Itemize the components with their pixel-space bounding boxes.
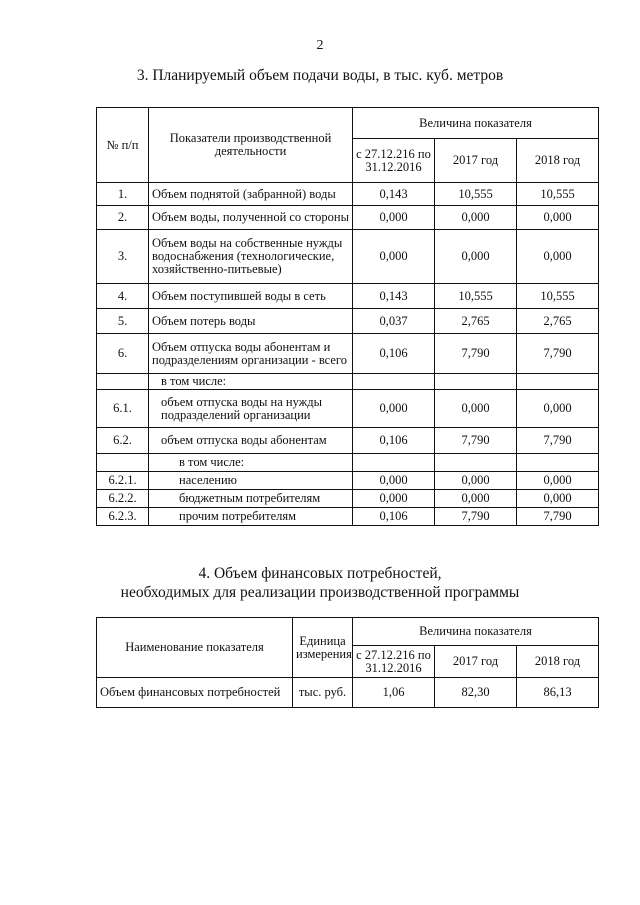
table-row [97, 678, 599, 708]
row-value-period2: 0,000 [435, 390, 517, 428]
row-num: 5. [97, 309, 149, 334]
row-name: Объем финансовых потребностей [97, 678, 293, 708]
table-row [97, 472, 599, 490]
row-num: 3. [97, 230, 149, 284]
row-value-period1: 0,037 [353, 309, 435, 334]
row-value-period2: 10,555 [435, 183, 517, 206]
row-num [97, 454, 149, 472]
financial-needs-table [96, 617, 599, 708]
row-value-period1 [353, 454, 435, 472]
row-value-period2 [435, 454, 517, 472]
row-value-period2 [435, 374, 517, 390]
page-number: 2 [316, 38, 324, 53]
row-value-period3: 10,555 [517, 284, 599, 309]
row-value-period1: 0,106 [353, 334, 435, 374]
table-row [97, 284, 599, 309]
row-name: в том числе: [149, 454, 353, 472]
row-name: населению [149, 472, 353, 490]
row-name: в том числе: [149, 374, 353, 390]
table-row [97, 309, 599, 334]
header-name: Наименование показателя [97, 618, 293, 678]
table-row [97, 206, 599, 230]
header-unit: Единица измерения [293, 618, 353, 678]
row-name-text: Объем отпуска воды абонентам и подразделениям организации - всего [152, 340, 347, 367]
row-num: 6.2. [97, 428, 149, 454]
row-name-text: Объем воды, полученной со стороны [152, 211, 349, 224]
row-value-period1: 0,000 [353, 490, 435, 508]
header-period3: 2018 год [517, 139, 599, 183]
row-num: 6.2.2. [97, 490, 149, 508]
row-num: 6.2.3. [97, 508, 149, 526]
table-row [97, 230, 599, 284]
row-name: объем отпуска воды на нужды подразделений организации [149, 390, 353, 428]
table-row [97, 490, 599, 508]
row-num [97, 374, 149, 390]
row-unit: тыс. руб. [293, 678, 353, 708]
row-value-period2: 0,000 [435, 230, 517, 284]
row-num: 1. [97, 183, 149, 206]
row-name: объем отпуска воды абонентам [149, 428, 353, 454]
row-value-period3: 0,000 [517, 230, 599, 284]
table-row [97, 508, 599, 526]
table-row [97, 334, 599, 374]
row-value-period2: 0,000 [435, 472, 517, 490]
header-period2: 2017 год [435, 139, 517, 183]
row-name: Объем поступившей воды в сеть [149, 284, 353, 309]
row-value-period3: 0,000 [517, 472, 599, 490]
table-row [97, 374, 599, 390]
row-value-period2: 0,000 [435, 206, 517, 230]
table-row [97, 183, 599, 206]
row-value-period1: 0,106 [353, 508, 435, 526]
row-value-period1 [353, 374, 435, 390]
row-value-period3 [517, 374, 599, 390]
row-name: бюджетным потребителям [149, 490, 353, 508]
section4-title-line2: необходимых для реализации производственной программы [120, 584, 520, 601]
header-num: № п/п [97, 108, 149, 183]
row-value-period3: 0,000 [517, 490, 599, 508]
row-name: Объем воды на собственные нужды водоснабжения (технологические, хозяйственно-питьевые) [149, 230, 353, 284]
row-num: 6.2.1. [97, 472, 149, 490]
row-name: Объем поднятой (забранной) воды [149, 183, 353, 206]
row-value-period2: 2,765 [435, 309, 517, 334]
row-num: 4. [97, 284, 149, 309]
row-value-period3 [517, 454, 599, 472]
section3-title: 3. Планируемый объем подачи воды, в тыс. куб. метров [136, 67, 504, 84]
header-indicator: Показатели производственной деятельности [149, 108, 353, 183]
row-value-period1: 0,000 [353, 472, 435, 490]
row-value-period1: 1,06 [353, 678, 435, 708]
row-value-period3: 86,13 [517, 678, 599, 708]
row-value-period1: 0,000 [353, 206, 435, 230]
row-value-period3: 7,790 [517, 334, 599, 374]
row-value-period1: 0,106 [353, 428, 435, 454]
header-period1: с 27.12.216 по 31.12.2016 [353, 139, 435, 183]
row-value-period3: 2,765 [517, 309, 599, 334]
row-name [149, 334, 353, 374]
section4-title-line1: 4. Объем финансовых потребностей, [198, 565, 442, 582]
header-period1: с 27.12.216 по 31.12.2016 [353, 646, 435, 678]
row-num: 6.1. [97, 390, 149, 428]
row-value-period2: 7,790 [435, 334, 517, 374]
row-value-period3: 0,000 [517, 390, 599, 428]
row-value-period3: 0,000 [517, 206, 599, 230]
table-row [97, 454, 599, 472]
row-value-period1: 0,000 [353, 390, 435, 428]
row-num: 6. [97, 334, 149, 374]
row-value-period2: 7,790 [435, 428, 517, 454]
header-period2: 2017 год [435, 646, 517, 678]
header-period3: 2018 год [517, 646, 599, 678]
row-value-period1: 0,143 [353, 183, 435, 206]
row-name: прочим потребителям [149, 508, 353, 526]
header-value: Величина показателя [353, 618, 599, 646]
row-num: 2. [97, 206, 149, 230]
row-value-period1: 0,000 [353, 230, 435, 284]
row-value-period2: 10,555 [435, 284, 517, 309]
row-value-period3: 10,555 [517, 183, 599, 206]
row-name [149, 206, 353, 230]
table-row [97, 428, 599, 454]
row-value-period2: 0,000 [435, 490, 517, 508]
row-value-period2: 7,790 [435, 508, 517, 526]
row-value-period1: 0,143 [353, 284, 435, 309]
water-supply-table [96, 107, 599, 526]
row-value-period3: 7,790 [517, 508, 599, 526]
header-value: Величина показателя [353, 108, 599, 139]
row-value-period2: 82,30 [435, 678, 517, 708]
table-row [97, 390, 599, 428]
row-name: Объем потерь воды [149, 309, 353, 334]
row-value-period3: 7,790 [517, 428, 599, 454]
